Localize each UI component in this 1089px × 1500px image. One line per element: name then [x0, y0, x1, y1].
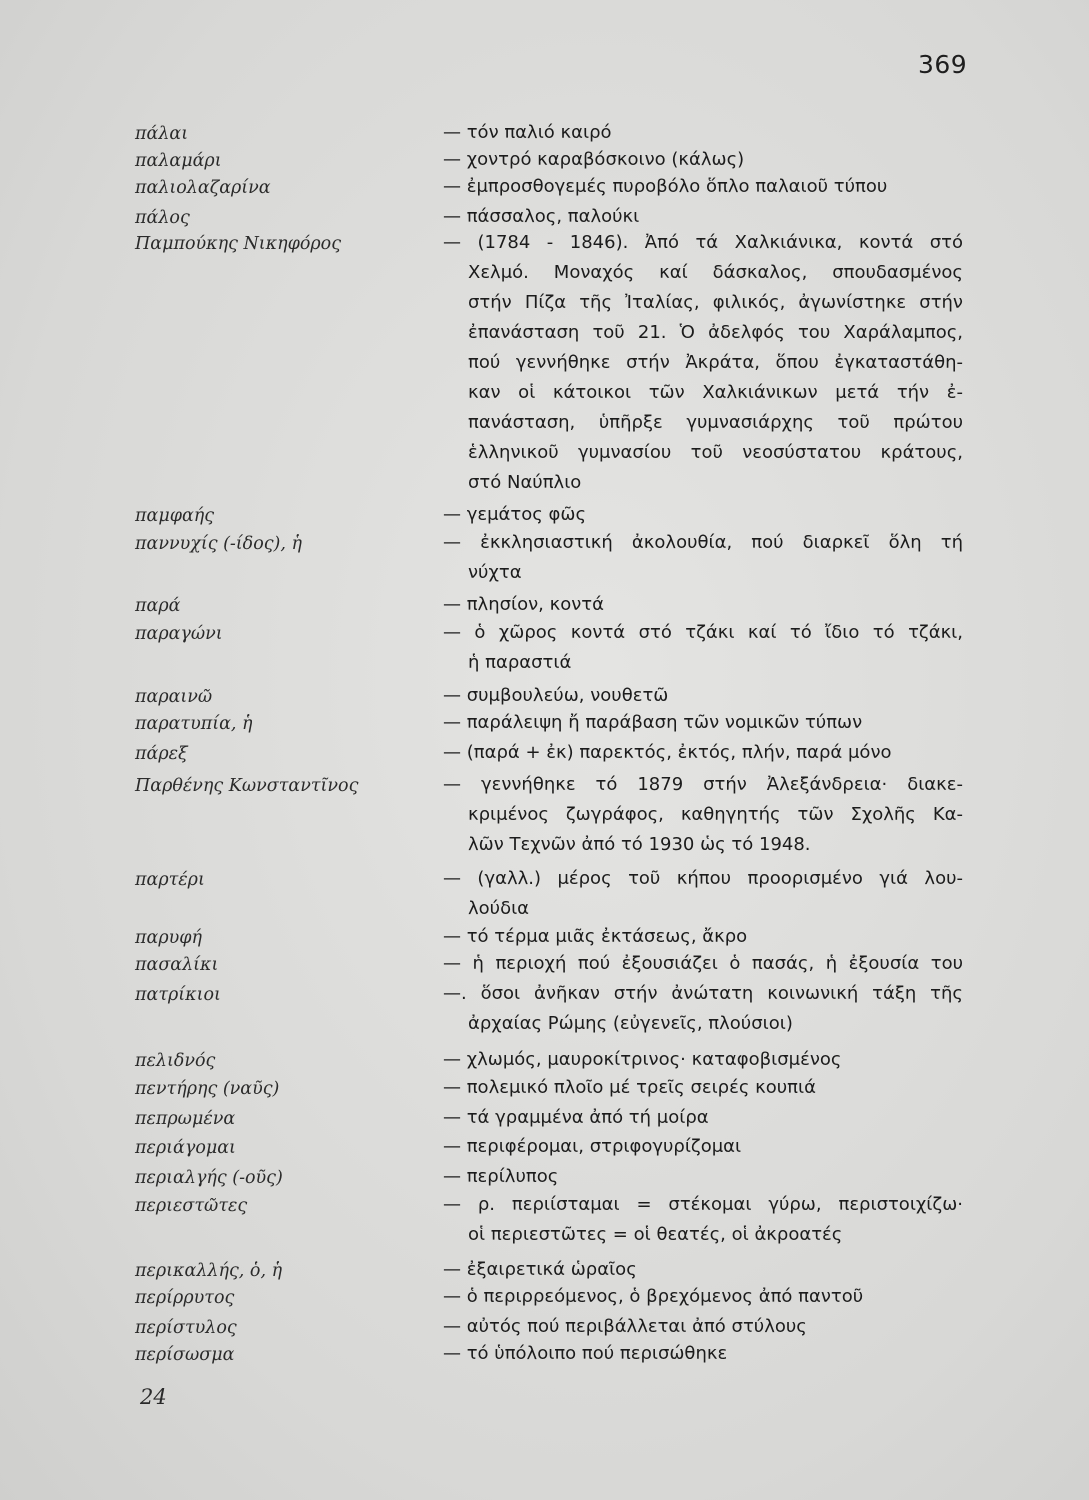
glossary-definition: [443, 500, 963, 530]
glossary-definition: [443, 172, 963, 202]
definition-line: ἡ παραστιά: [468, 652, 572, 673]
definition-line: — ἐξαιρετικά ὡραῖος: [443, 1259, 637, 1280]
definition-line: — ἐμπροσθογεμές πυροβόλο ὅπλο παλαιοῦ τύπου: [443, 176, 888, 197]
definition-line: ἐπανάσταση τοῦ 21. Ὁ ἀδελφός του Χαράλαμπος,: [468, 322, 963, 343]
definition-line: κριμένος ζωγράφος, καθηγητής τῶν Σχολῆς Κα-: [468, 804, 963, 825]
definition-line: — γεμάτος φῶς: [443, 504, 587, 525]
glossary-definition: [443, 145, 963, 175]
glossary-term: πάλος: [135, 208, 190, 228]
glossary-term: παρυφή: [135, 928, 202, 948]
definition-line: — περίλυπος: [443, 1166, 559, 1187]
glossary-term: πάλαι: [135, 124, 189, 144]
definition-line: ἑλληνικοῦ γυμνασίου τοῦ νεοσύστατου κράτους,: [468, 442, 963, 463]
glossary-term: περικαλλής, ὁ, ἡ: [135, 1261, 283, 1281]
glossary-definition: [443, 922, 963, 952]
glossary-definition: [443, 118, 963, 148]
definition-line: — πάσσαλος, παλούκι: [443, 206, 640, 227]
definition-line: λούδια: [468, 898, 530, 919]
glossary-term: παλαμάρι: [135, 151, 222, 171]
glossary-definition: [443, 618, 963, 678]
glossary-term: πεντήρης (ναῦς): [135, 1079, 280, 1099]
definition-line: — πολεμικό πλοῖο μέ τρεῖς σειρές κουπιά: [443, 1077, 816, 1098]
glossary-definition: [443, 590, 963, 620]
page-number: 369: [918, 50, 968, 79]
glossary-definition: [443, 228, 963, 498]
definition-line: καν οἱ κάτοικοι τῶν Χαλκιάνικων μετά τήν ἐ-: [468, 382, 963, 403]
glossary-definition: [443, 681, 963, 711]
glossary-definition: [443, 1339, 963, 1369]
glossary-definition: [443, 1132, 963, 1162]
definition-line: — περιφέρομαι, στριφογυρίζομαι: [443, 1136, 742, 1157]
definition-line: — χλωμός, μαυροκίτρινος· καταφοβισμένος: [443, 1049, 842, 1070]
glossary-term: πατρίκιοι: [135, 985, 221, 1005]
glossary-definition: [443, 738, 963, 768]
definition-line: Χελμό. Μοναχός καί δάσκαλος, σπουδασμένος: [468, 262, 963, 283]
glossary-definition: [443, 1255, 963, 1285]
definition-line: στό Ναύπλιο: [468, 472, 582, 493]
definition-line: — χοντρό καραβόσκοινο (κάλως): [443, 149, 745, 170]
glossary-term: Παρθένης Κωνσταντῖνος: [135, 776, 359, 796]
definition-line: — ὁ χῶρος κοντά στό τζάκι καί τό ἴδιο τό τζάκι,: [443, 622, 963, 643]
glossary-term: παλιολαζαρίνα: [135, 178, 271, 198]
glossary-term: παρατυπία, ἡ: [135, 714, 253, 734]
definition-line: — αὐτός πού περιβάλλεται ἀπό στύλους: [443, 1316, 807, 1337]
definition-line: οἱ περιεστῶτες = οἱ θεατές, οἱ ἀκροατές: [468, 1224, 843, 1245]
glossary-definition: [443, 1162, 963, 1192]
glossary-term: πάρεξ: [135, 744, 188, 764]
glossary-definition: [443, 708, 963, 738]
definition-line: — (1784 - 1846). Ἀπό τά Χαλκιάνικα, κοντά στό: [443, 232, 963, 253]
definition-line: στήν Πίζα τῆς Ἰταλίας, φιλικός, ἀγωνίστηκε στήν: [468, 292, 963, 313]
definition-line: — συμβουλεύω, νουθετῶ: [443, 685, 669, 706]
definition-line: — τό τέρμα μιᾶς ἐκτάσεως, ἄκρο: [443, 926, 748, 947]
definition-line: — παράλειψη ἤ παράβαση τῶν νομικῶν τύπων: [443, 712, 863, 733]
glossary-term: περίσωσμα: [135, 1345, 235, 1365]
definition-line: — ἡ περιοχή πού ἐξουσιάζει ὁ πασάς, ἡ ἐξουσία του: [443, 953, 963, 974]
glossary-definition: [443, 949, 963, 979]
definition-line: —. ὅσοι ἀνῆκαν στήν ἀνώτατη κοινωνική τάξη τῆς: [443, 983, 963, 1004]
glossary-definition: [443, 1045, 963, 1075]
glossary-definition: [443, 1312, 963, 1342]
glossary-definition: [443, 1282, 963, 1312]
glossary-term: περίρρυτος: [135, 1288, 235, 1308]
glossary-definition: [443, 770, 963, 860]
definition-line: λῶν Τεχνῶν ἀπό τό 1930 ὡς τό 1948.: [468, 834, 811, 855]
glossary-term: περιαλγής (-οῦς): [135, 1168, 283, 1188]
glossary-term: πελιδνός: [135, 1051, 216, 1071]
definition-line: — τόν παλιό καιρό: [443, 122, 612, 143]
definition-line: νύχτα: [468, 562, 522, 583]
signature-mark: 24: [140, 1385, 167, 1409]
glossary-definition: [443, 979, 963, 1039]
glossary-definition: [443, 1073, 963, 1103]
glossary-term: παρτέρι: [135, 870, 205, 890]
glossary-term: παμφαής: [135, 506, 215, 526]
definition-line: — τά γραμμένα ἀπό τή μοίρα: [443, 1107, 709, 1128]
glossary-term: παννυχίς (-ίδος), ἡ: [135, 534, 302, 554]
definition-line: πού γεννήθηκε στήν Ἀκράτα, ὅπου ἐγκαταστάθη-: [468, 352, 963, 373]
glossary-term: παραινῶ: [135, 687, 213, 707]
definition-line: ἀρχαίας Ρώμης (εὐγενεῖς, πλούσιοι): [468, 1013, 793, 1034]
glossary-definition: [443, 1103, 963, 1133]
definition-line: — τό ὑπόλοιπο πού περισώθηκε: [443, 1343, 728, 1364]
definition-line: — ὁ περιρρεόμενος, ὁ βρεχόμενος ἀπό παντοῦ: [443, 1286, 864, 1307]
glossary-term: παραγώνι: [135, 624, 223, 644]
glossary-term: περίστυλος: [135, 1318, 237, 1338]
glossary-term: περιεστῶτες: [135, 1196, 248, 1216]
definition-line: — γεννήθηκε τό 1879 στήν Ἀλεξάνδρεια· διακε-: [443, 774, 963, 795]
definition-line: — (γαλλ.) μέρος τοῦ κήπου προορισμένο γιά λου-: [443, 868, 963, 889]
glossary-term: παρά: [135, 596, 181, 616]
glossary-term: Παμπούκης Νικηφόρος: [135, 234, 342, 254]
definition-line: πανάσταση, ὑπῆρξε γυμνασιάρχης τοῦ πρώτου: [468, 412, 963, 433]
glossary-term: πεπρωμένα: [135, 1109, 236, 1129]
glossary-definition: [443, 864, 963, 924]
glossary-definition: [443, 528, 963, 588]
glossary-term: πασαλίκι: [135, 955, 219, 975]
glossary-term: περιάγομαι: [135, 1138, 236, 1158]
definition-line: — ρ. περιίσταμαι = στέκομαι γύρω, περιστοιχίζω·: [443, 1194, 963, 1215]
glossary-definition: [443, 1190, 963, 1250]
definition-line: — (παρά + ἐκ) παρεκτός, ἐκτός, πλήν, παρά μόνο: [443, 742, 892, 763]
definition-line: — πλησίον, κοντά: [443, 594, 605, 615]
definition-line: — ἐκκλησιαστική ἀκολουθία, πού διαρκεῖ ὅλη τή: [443, 532, 963, 553]
